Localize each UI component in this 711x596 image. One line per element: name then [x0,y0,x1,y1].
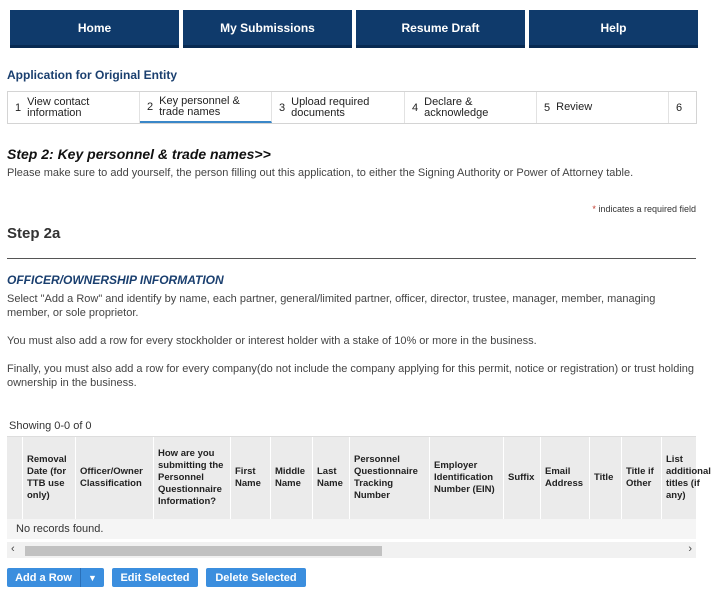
horizontal-scrollbar[interactable] [7,542,696,558]
col-last-name[interactable]: Last Name [312,437,349,519]
step-number: 6 [676,101,683,114]
table-header [7,437,711,519]
officer-section-title: OFFICER/OWNERSHIP INFORMATION [7,273,224,287]
col-removal-date[interactable]: Removal Date (for TTB use only) [22,437,75,519]
scrollbar-thumb[interactable] [25,546,382,556]
step-label: Key personnel & trade names [159,94,240,118]
scroll-left-icon[interactable]: ‹ [11,543,15,555]
scroll-right-icon[interactable]: › [688,543,692,555]
nav-help[interactable]: Help [529,10,698,48]
top-nav [0,0,701,50]
nav-home[interactable]: Home [10,10,179,48]
step-label: Upload required documents [291,95,370,119]
record-count: Showing 0-0 of 0 [9,420,92,432]
col-first-name[interactable]: First Name [230,437,270,519]
col-tracking-number[interactable]: Personnel Questionnaire Tracking Number [349,437,429,519]
col-submission-method[interactable]: How are you submitting the Personnel Questionnaire Information? [153,437,230,519]
required-note-text: indicates a required field [598,204,696,214]
step-5[interactable] [537,92,669,123]
step-number: 2 [147,100,154,113]
col-title[interactable]: Title [589,437,621,519]
step-2a-heading: Step 2a [7,225,61,242]
col-suffix[interactable]: Suffix [503,437,540,519]
officer-para-2: You must also add a row for every stockholder or interest holder with a stake of 10% or more in the business. [7,335,537,347]
step-label: View contact information [27,95,90,119]
step-4[interactable] [405,92,537,123]
officer-table [7,436,711,558]
officer-para-1: Select "Add a Row" and identify by name, each partner, general/limited partner, officer, director, trustee, manager, member, managing member, or sole proprietor. [7,293,656,319]
add-row-menu-icon[interactable]: ▼ [80,568,104,587]
step-number: 4 [412,101,419,114]
col-title-if-other[interactable]: Title if Other [621,437,661,519]
page-title: Application for Original Entity [7,68,178,82]
divider [7,258,696,259]
step-number: 1 [15,101,22,114]
step-indicator [7,91,697,124]
required-star: * [592,204,596,214]
step-2-title: Step 2: Key personnel & trade names>> [7,146,271,162]
nav-my-submissions[interactable]: My Submissions [183,10,352,48]
delete-selected-button[interactable]: Delete Selected [206,568,306,587]
edit-selected-button[interactable]: Edit Selected [112,568,198,587]
step-3[interactable] [272,92,405,123]
step-1[interactable] [8,92,140,123]
add-row-button[interactable]: Add a Row [7,568,80,587]
officer-para-3: Finally, you must also add a row for every company(do not include the company applying for this permit, notice or registration) or trust holding ownership in the business. [7,363,695,389]
nav-resume-draft[interactable]: Resume Draft [356,10,525,48]
step-2[interactable] [140,92,272,123]
col-middle-name[interactable]: Middle Name [270,437,312,519]
step-number: 5 [544,101,551,114]
col-classification[interactable]: Officer/Owner Classification [75,437,153,519]
required-field-note [592,204,696,214]
step-2-instructions: Please make sure to add yourself, the person filling out this application, to either the Signing Authority or Power of Attorney table. [7,167,634,179]
step-label: Review [556,101,593,113]
col-email[interactable]: Email Address [540,437,589,519]
empty-message: No records found. [7,519,696,539]
step-6[interactable] [669,92,697,123]
step-label: Declare & acknowledge [424,95,489,119]
step-number: 3 [279,101,286,114]
col-additional-titles[interactable]: List additional titles (if any) [661,437,711,519]
col-ein[interactable]: Employer Identification Number (EIN) [429,437,503,519]
